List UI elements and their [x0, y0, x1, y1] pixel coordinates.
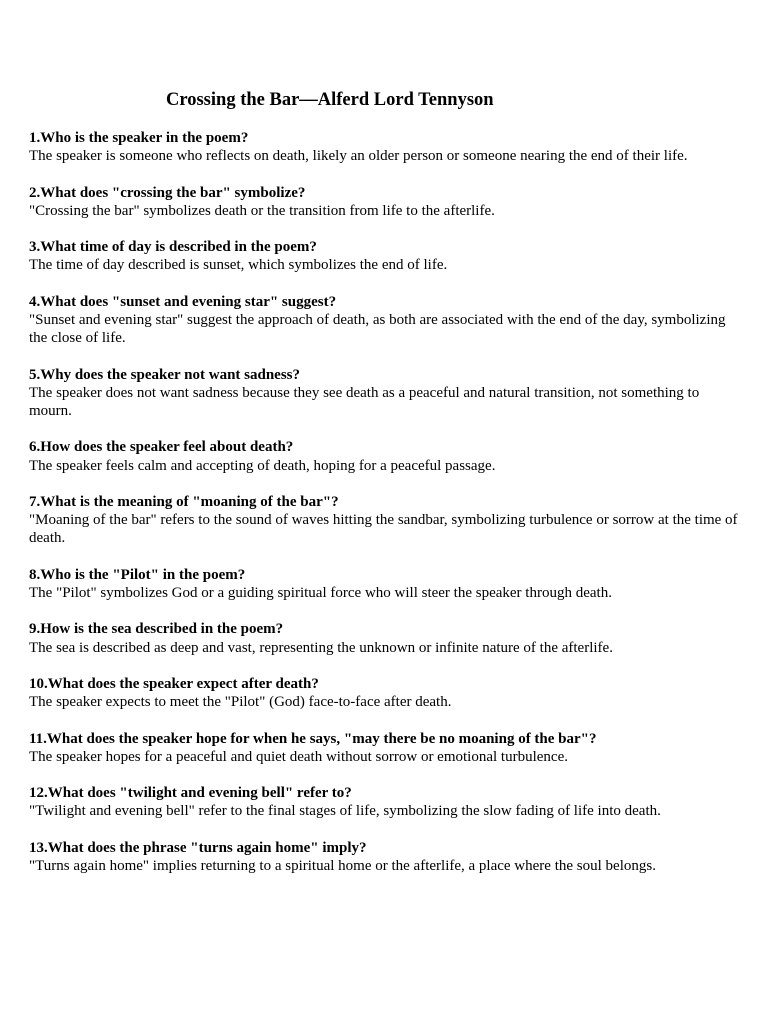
- question-3: 3.What time of day is described in the poem?: [29, 239, 317, 256]
- answer-8: The "Pilot" symbolizes God or a guiding spiritual force who will steer the speaker through death.: [29, 584, 612, 601]
- qa-item-4: [29, 293, 741, 348]
- qa-item-3: [29, 238, 741, 274]
- question-13: 13.What does the phrase "turns again home" imply?: [29, 839, 367, 856]
- qa-item-9: [29, 620, 741, 656]
- question-1: 1.Who is the speaker in the poem?: [29, 130, 249, 146]
- qa-item-13: [29, 839, 741, 875]
- qa-item-1: [29, 129, 741, 165]
- question-10: 10.What does the speaker expect after death?: [29, 675, 319, 692]
- question-8: 8.Who is the "Pilot" in the poem?: [29, 566, 246, 583]
- qa-item-7: [29, 493, 741, 548]
- qa-item-11: [29, 730, 741, 766]
- qa-item-12: [29, 784, 741, 820]
- answer-10: The speaker expects to meet the "Pilot" (God) face-to-face after death.: [29, 694, 452, 711]
- qa-item-6: [29, 438, 741, 474]
- answer-3: The time of day described is sunset, which symbolizes the end of life.: [29, 257, 448, 274]
- answer-1: The speaker is someone who reflects on death, likely an older person or someone nearing the end of their life.: [29, 148, 688, 165]
- answer-5: The speaker does not want sadness because they see death as a peaceful and natural transition, not something to mourn.: [29, 384, 700, 419]
- page-title: Crossing the Bar—Alferd Lord Tennyson: [166, 90, 494, 110]
- qa-item-10: [29, 675, 741, 711]
- question-12: 12.What does "twilight and evening bell" refer to?: [29, 785, 352, 802]
- question-6: 6.How does the speaker feel about death?: [29, 439, 294, 456]
- question-7: 7.What is the meaning of "moaning of the bar"?: [29, 493, 339, 510]
- question-2: 2.What does "crossing the bar" symbolize?: [29, 184, 306, 201]
- answer-7: "Moaning of the bar" refers to the sound of waves hitting the sandbar, symbolizing turbulence or sorrow at the time of death.: [29, 512, 738, 547]
- answer-9: The sea is described as deep and vast, representing the unknown or infinite nature of the afterlife.: [29, 639, 613, 656]
- question-11: 11.What does the speaker hope for when he says, "may there be no moaning of the bar"?: [29, 730, 597, 747]
- answer-2: "Crossing the bar" symbolizes death or the transition from life to the afterlife.: [29, 202, 495, 219]
- answer-11: The speaker hopes for a peaceful and quiet death without sorrow or emotional turbulence.: [29, 748, 568, 765]
- qa-item-2: [29, 184, 741, 220]
- answer-4: "Sunset and evening star" suggest the approach of death, as both are associated with the end of the day, symbolizing the close of life.: [29, 311, 726, 347]
- answer-6: The speaker feels calm and accepting of death, hoping for a peaceful passage.: [29, 457, 496, 474]
- qa-item-5: [29, 366, 741, 421]
- question-4: 4.What does "sunset and evening star" suggest?: [29, 293, 337, 310]
- question-5: 5.Why does the speaker not want sadness?: [29, 366, 301, 383]
- answer-12: "Twilight and evening bell" refer to the final stages of life, symbolizing the slow fading of life into death.: [29, 803, 661, 820]
- question-9: 9.How is the sea described in the poem?: [29, 621, 284, 638]
- qa-item-8: [29, 566, 741, 602]
- document-page: [29, 88, 741, 893]
- answer-13: "Turns again home" implies returning to a spiritual home or the afterlife, a place where the soul belongs.: [29, 857, 656, 874]
